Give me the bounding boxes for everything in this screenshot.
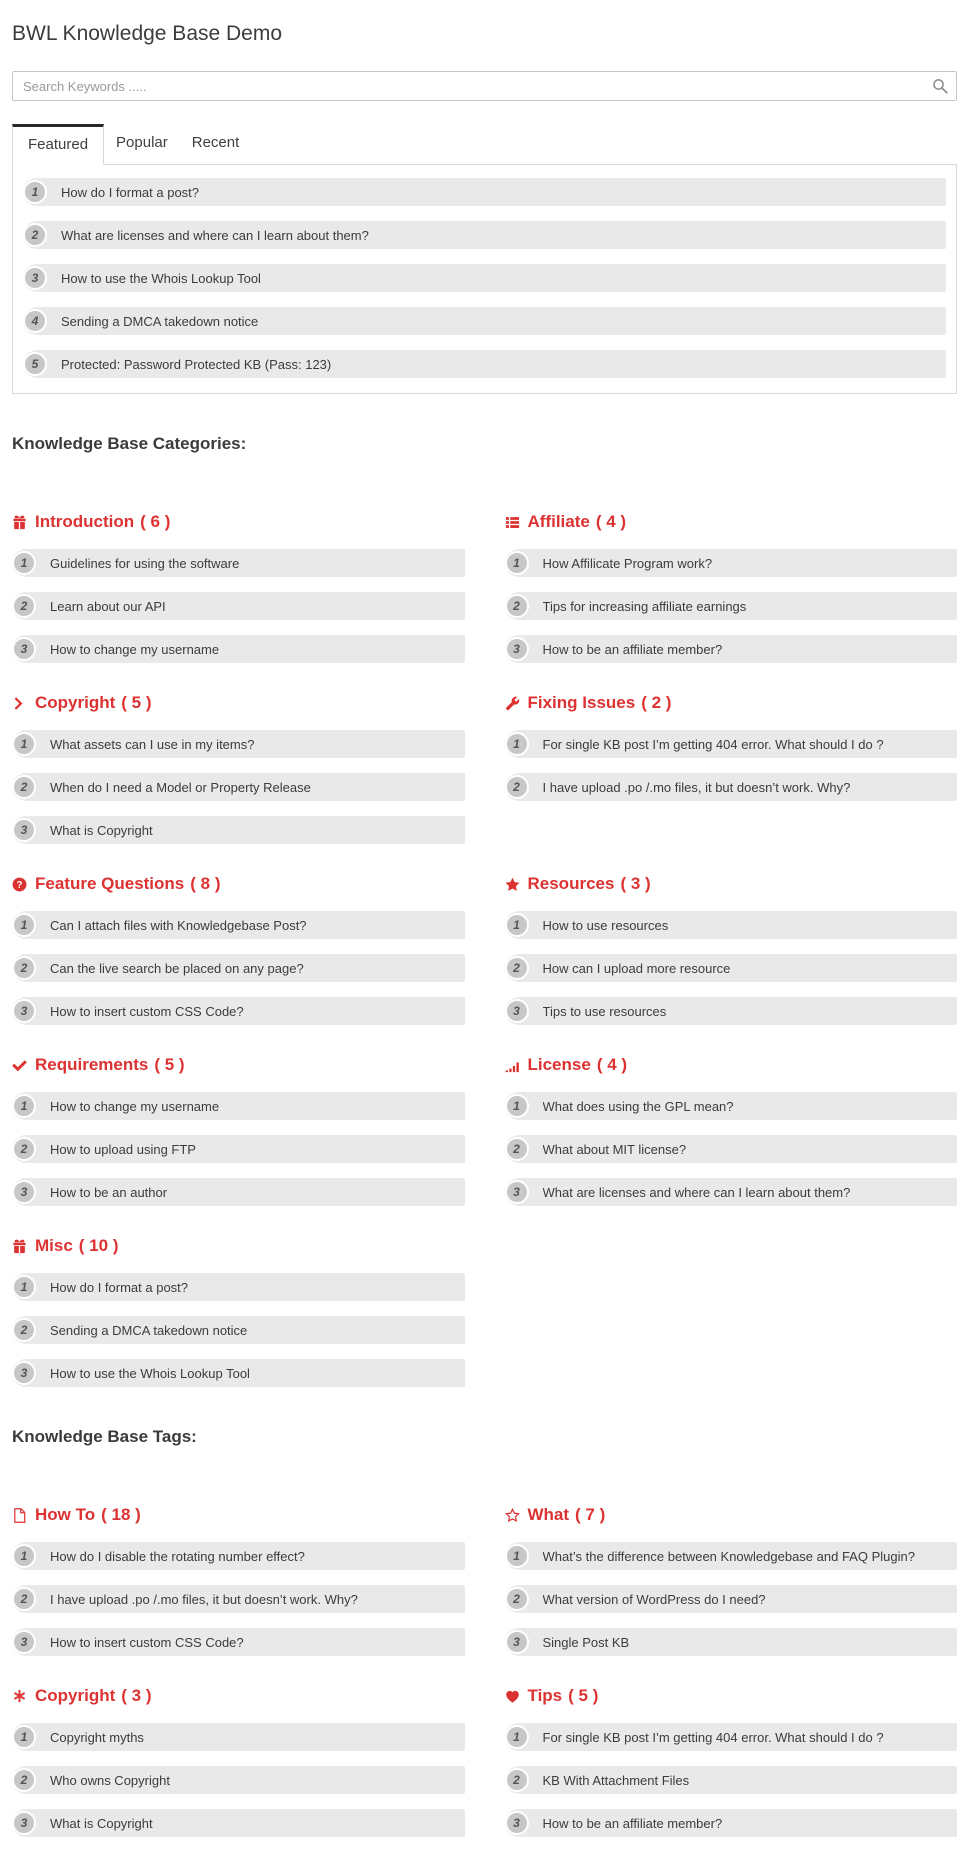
kb-item[interactable] bbox=[505, 911, 958, 939]
item-link[interactable]: How can I upload more resource bbox=[542, 960, 731, 976]
kb-section bbox=[12, 1236, 465, 1387]
section-title: How To bbox=[35, 1505, 96, 1524]
item-link[interactable]: How to be an affiliate member? bbox=[542, 641, 723, 657]
item-link[interactable]: How do I disable the rotating number effect? bbox=[50, 1548, 305, 1564]
kb-item[interactable] bbox=[505, 1628, 958, 1656]
item-link[interactable]: Copyright myths bbox=[50, 1729, 144, 1745]
item-number-badge: 3 bbox=[12, 1630, 36, 1654]
categories-grid bbox=[12, 512, 957, 1387]
tab-popular[interactable]: Popular bbox=[116, 134, 168, 151]
section-title: Affiliate bbox=[527, 512, 590, 531]
kb-item[interactable] bbox=[505, 1809, 958, 1837]
item-link[interactable]: Learn about our API bbox=[50, 598, 166, 614]
item-link[interactable]: How do I format a post? bbox=[61, 184, 200, 200]
section-title-link[interactable] bbox=[12, 1505, 465, 1525]
kb-section bbox=[505, 874, 958, 1025]
kb-item[interactable] bbox=[505, 635, 958, 663]
item-link[interactable]: Sending a DMCA takedown notice bbox=[50, 1322, 248, 1338]
item-link[interactable]: Protected: Password Protected KB (Pass: 123) bbox=[61, 356, 332, 372]
kb-item[interactable] bbox=[505, 730, 958, 758]
section-item-list bbox=[505, 1542, 958, 1656]
section-title-link[interactable] bbox=[12, 1055, 465, 1075]
section-title: Requirements bbox=[35, 1055, 149, 1074]
item-link[interactable]: Single Post KB bbox=[542, 1634, 630, 1650]
item-number-badge: 3 bbox=[12, 1180, 36, 1204]
kb-item[interactable] bbox=[23, 307, 946, 335]
signal-icon bbox=[505, 1058, 520, 1073]
item-link[interactable]: How to use the Whois Lookup Tool bbox=[50, 1365, 250, 1381]
item-link[interactable]: Can the live search be placed on any page? bbox=[50, 960, 304, 976]
section-title: License bbox=[527, 1055, 591, 1074]
kb-item[interactable] bbox=[12, 1542, 465, 1570]
item-link[interactable]: Who owns Copyright bbox=[50, 1772, 170, 1788]
kb-section bbox=[12, 1505, 465, 1656]
section-title: Fixing Issues bbox=[527, 693, 636, 712]
section-item-list bbox=[12, 549, 465, 663]
section-title: What bbox=[527, 1505, 570, 1524]
section-title-link[interactable] bbox=[505, 1055, 958, 1075]
item-number-badge: 2 bbox=[12, 594, 36, 618]
kb-item[interactable] bbox=[505, 549, 958, 577]
section-title-link[interactable] bbox=[505, 1686, 958, 1706]
kb-item[interactable] bbox=[12, 911, 465, 939]
item-number-badge: 3 bbox=[12, 999, 36, 1023]
section-title-link[interactable] bbox=[505, 874, 958, 894]
kb-item[interactable] bbox=[23, 178, 946, 206]
item-link[interactable]: How to upload using FTP bbox=[50, 1141, 196, 1157]
section-count: ( 7 ) bbox=[575, 1505, 606, 1524]
kb-item[interactable] bbox=[12, 1809, 465, 1837]
kb-item[interactable] bbox=[12, 954, 465, 982]
item-link[interactable]: What does using the GPL mean? bbox=[542, 1098, 734, 1114]
kb-item[interactable] bbox=[23, 264, 946, 292]
item-number-badge: 1 bbox=[505, 1725, 529, 1749]
item-number-badge: 3 bbox=[505, 999, 529, 1023]
section-count: ( 4 ) bbox=[595, 512, 627, 531]
kb-section bbox=[505, 1686, 958, 1837]
item-link[interactable]: How to be an author bbox=[50, 1184, 168, 1200]
item-number-badge: 1 bbox=[12, 1275, 36, 1299]
item-link[interactable]: What assets can I use in my items? bbox=[50, 736, 255, 752]
section-title: Copyright bbox=[35, 1686, 116, 1705]
section-title: Feature Questions bbox=[35, 874, 185, 893]
item-number-badge: 3 bbox=[12, 818, 36, 842]
kb-item[interactable] bbox=[505, 1542, 958, 1570]
kb-item[interactable] bbox=[12, 1585, 465, 1613]
item-number-badge: 1 bbox=[12, 1094, 36, 1118]
item-number-badge: 3 bbox=[505, 1811, 529, 1835]
gift-icon bbox=[12, 515, 27, 530]
section-count: ( 6 ) bbox=[140, 512, 171, 531]
item-number-badge: 1 bbox=[23, 180, 47, 204]
featured-list bbox=[23, 178, 946, 378]
item-number-badge: 1 bbox=[12, 1725, 36, 1749]
kb-item[interactable] bbox=[12, 592, 465, 620]
section-item-list bbox=[12, 1723, 465, 1837]
item-link[interactable]: What is Copyright bbox=[50, 822, 153, 838]
page-title: BWL Knowledge Base Demo bbox=[12, 22, 283, 45]
section-title-link[interactable] bbox=[12, 1236, 465, 1256]
section-count: ( 5 ) bbox=[154, 1055, 185, 1074]
section-item-list bbox=[12, 911, 465, 1025]
kb-section bbox=[12, 512, 465, 663]
kb-item[interactable] bbox=[12, 1178, 465, 1206]
item-number-badge: 2 bbox=[505, 1768, 529, 1792]
section-count: ( 4 ) bbox=[596, 1055, 628, 1074]
item-link[interactable]: I have upload .po /.mo files, it but doesn’t work. Why? bbox=[542, 779, 851, 795]
item-link[interactable]: What are licenses and where can I learn about them? bbox=[542, 1184, 851, 1200]
item-number-badge: 2 bbox=[12, 956, 36, 980]
item-link[interactable]: KB With Attachment Files bbox=[542, 1772, 690, 1788]
item-number-badge: 3 bbox=[12, 1361, 36, 1385]
kb-section bbox=[12, 1686, 465, 1837]
kb-item[interactable] bbox=[12, 1359, 465, 1387]
kb-item[interactable] bbox=[505, 1723, 958, 1751]
search-input[interactable] bbox=[12, 71, 957, 101]
item-number-badge: 3 bbox=[505, 1180, 529, 1204]
item-number-badge: 1 bbox=[12, 1544, 36, 1568]
item-number-badge: 2 bbox=[23, 223, 47, 247]
section-item-list bbox=[505, 911, 958, 1025]
kb-item[interactable] bbox=[505, 592, 958, 620]
item-link[interactable]: Can I attach files with Knowledgebase Post? bbox=[50, 917, 307, 933]
item-number-badge: 3 bbox=[505, 637, 529, 661]
kb-item[interactable] bbox=[12, 773, 465, 801]
tags-grid bbox=[12, 1505, 957, 1837]
item-link[interactable]: How Affilicate Program work? bbox=[542, 555, 713, 571]
kb-section bbox=[505, 1055, 958, 1206]
item-link[interactable]: How to use resources bbox=[542, 917, 669, 933]
item-number-badge: 2 bbox=[12, 1137, 36, 1161]
item-link[interactable]: When do I need a Model or Property Release bbox=[50, 779, 311, 795]
item-number-badge: 3 bbox=[505, 1630, 529, 1654]
kb-item[interactable] bbox=[12, 1135, 465, 1163]
kb-page bbox=[0, 22, 969, 1859]
section-item-list bbox=[12, 1092, 465, 1206]
kb-item[interactable] bbox=[505, 1092, 958, 1120]
kb-section bbox=[12, 1055, 465, 1206]
svg-text:?: ? bbox=[16, 879, 23, 891]
section-title: Misc bbox=[35, 1236, 73, 1255]
tab-recent[interactable]: Recent bbox=[191, 134, 240, 151]
section-item-list bbox=[505, 1092, 958, 1206]
kb-item[interactable] bbox=[505, 997, 958, 1025]
section-title-link[interactable] bbox=[12, 512, 465, 532]
item-link[interactable]: Tips for increasing affiliate earnings bbox=[542, 598, 747, 614]
kb-item[interactable] bbox=[12, 549, 465, 577]
item-link[interactable]: Sending a DMCA takedown notice bbox=[61, 313, 259, 329]
section-count: ( 8 ) bbox=[190, 874, 221, 893]
item-link[interactable]: What are licenses and where can I learn about them? bbox=[61, 227, 369, 243]
item-number-badge: 2 bbox=[12, 1587, 36, 1611]
kb-item[interactable] bbox=[12, 997, 465, 1025]
kb-section bbox=[12, 693, 465, 844]
item-number-badge: 2 bbox=[12, 1768, 36, 1792]
item-link[interactable]: What’s the difference between Knowledgebase and FAQ Plugin? bbox=[542, 1548, 915, 1564]
kb-item[interactable] bbox=[23, 221, 946, 249]
kb-section bbox=[505, 693, 958, 844]
item-number-badge: 1 bbox=[505, 551, 529, 575]
item-link[interactable]: How to use the Whois Lookup Tool bbox=[61, 270, 261, 286]
search-icon[interactable] bbox=[932, 78, 948, 94]
tab-featured[interactable]: Featured bbox=[12, 124, 104, 165]
item-number-badge: 2 bbox=[505, 1587, 529, 1611]
featured-panel bbox=[12, 164, 957, 394]
search-bar bbox=[12, 71, 957, 101]
kb-item[interactable] bbox=[12, 1092, 465, 1120]
section-title: Tips bbox=[527, 1686, 563, 1705]
item-number-badge: 1 bbox=[12, 913, 36, 937]
kb-item[interactable] bbox=[12, 816, 465, 844]
section-title-link[interactable] bbox=[12, 1686, 465, 1706]
item-number-badge: 2 bbox=[12, 775, 36, 799]
item-link[interactable]: Tips to use resources bbox=[542, 1003, 667, 1019]
question-circle-icon bbox=[12, 877, 27, 892]
kb-item[interactable] bbox=[23, 350, 946, 378]
item-link[interactable]: How to change my username bbox=[50, 641, 220, 657]
categories-heading: Knowledge Base Categories: bbox=[12, 434, 247, 453]
section-count: ( 5 ) bbox=[568, 1686, 599, 1705]
asterisk-icon bbox=[12, 1689, 27, 1704]
item-number-badge: 1 bbox=[505, 913, 529, 937]
item-number-badge: 3 bbox=[12, 637, 36, 661]
list-icon bbox=[505, 515, 520, 530]
kb-item[interactable] bbox=[505, 1135, 958, 1163]
section-item-list bbox=[12, 1273, 465, 1387]
section-count: ( 3 ) bbox=[620, 874, 651, 893]
item-number-badge: 1 bbox=[505, 1094, 529, 1118]
kb-item[interactable] bbox=[505, 1766, 958, 1794]
section-title-link[interactable] bbox=[505, 693, 958, 713]
section-item-list bbox=[505, 1723, 958, 1837]
item-link[interactable]: How to insert custom CSS Code? bbox=[50, 1003, 244, 1019]
wrench-icon bbox=[505, 696, 520, 711]
star-icon bbox=[505, 877, 520, 892]
item-link[interactable]: Guidelines for using the software bbox=[50, 555, 240, 571]
item-number-badge: 3 bbox=[23, 266, 47, 290]
kb-item[interactable] bbox=[12, 635, 465, 663]
item-number-badge: 5 bbox=[23, 352, 47, 376]
item-link[interactable]: For single KB post I’m getting 404 error. What should I do ? bbox=[542, 1729, 884, 1745]
item-number-badge: 4 bbox=[23, 309, 47, 333]
section-title-link[interactable] bbox=[505, 512, 958, 532]
kb-section bbox=[505, 512, 958, 663]
file-icon bbox=[12, 1508, 27, 1523]
kb-item[interactable] bbox=[505, 1585, 958, 1613]
item-number-badge: 2 bbox=[505, 594, 529, 618]
section-title-link[interactable] bbox=[12, 693, 465, 713]
section-item-list bbox=[505, 549, 958, 663]
heart-icon bbox=[505, 1689, 520, 1704]
kb-item[interactable] bbox=[505, 1178, 958, 1206]
kb-item[interactable] bbox=[12, 1766, 465, 1794]
kb-section bbox=[505, 1505, 958, 1656]
item-link[interactable]: What is Copyright bbox=[50, 1815, 153, 1831]
section-count: ( 3 ) bbox=[121, 1686, 152, 1705]
gift-icon bbox=[12, 1239, 27, 1254]
section-count: ( 5 ) bbox=[121, 693, 152, 712]
tab-row bbox=[12, 124, 957, 164]
star-outline-icon bbox=[505, 1508, 520, 1523]
item-link[interactable]: How to change my username bbox=[50, 1098, 220, 1114]
item-link[interactable]: I have upload .po /.mo files, it but doesn’t work. Why? bbox=[50, 1591, 358, 1607]
item-number-badge: 1 bbox=[12, 732, 36, 756]
kb-item[interactable] bbox=[12, 1723, 465, 1751]
section-title: Copyright bbox=[35, 693, 116, 712]
item-number-badge: 2 bbox=[505, 956, 529, 980]
section-count: ( 2 ) bbox=[641, 693, 672, 712]
item-link[interactable]: What about MIT license? bbox=[542, 1141, 687, 1157]
section-title-link[interactable] bbox=[505, 1505, 958, 1525]
kb-item[interactable] bbox=[12, 1316, 465, 1344]
section-item-list bbox=[12, 1542, 465, 1656]
section-item-list bbox=[12, 730, 465, 844]
section-item-list bbox=[505, 730, 958, 801]
item-number-badge: 2 bbox=[12, 1318, 36, 1342]
item-link[interactable]: For single KB post I’m getting 404 error. What should I do ? bbox=[542, 736, 884, 752]
section-count: ( 10 ) bbox=[78, 1236, 119, 1255]
section-title-link[interactable] bbox=[12, 874, 465, 894]
item-number-badge: 1 bbox=[12, 551, 36, 575]
item-link[interactable]: What version of WordPress do I need? bbox=[542, 1591, 766, 1607]
item-link[interactable]: How to be an affiliate member? bbox=[542, 1815, 723, 1831]
tags-heading: Knowledge Base Tags: bbox=[12, 1427, 197, 1446]
item-number-badge: 1 bbox=[505, 732, 529, 756]
chevron-right-icon bbox=[12, 696, 27, 711]
kb-item[interactable] bbox=[505, 773, 958, 801]
item-link[interactable]: How to insert custom CSS Code? bbox=[50, 1634, 244, 1650]
kb-item[interactable] bbox=[505, 954, 958, 982]
section-title: Introduction bbox=[35, 512, 135, 531]
kb-item[interactable] bbox=[12, 730, 465, 758]
kb-item[interactable] bbox=[12, 1273, 465, 1301]
section-count: ( 18 ) bbox=[101, 1505, 141, 1524]
item-number-badge: 1 bbox=[505, 1544, 529, 1568]
kb-tabs-widget bbox=[12, 124, 957, 394]
item-number-badge: 2 bbox=[505, 775, 529, 799]
check-icon bbox=[12, 1058, 27, 1073]
item-number-badge: 3 bbox=[12, 1811, 36, 1835]
item-number-badge: 2 bbox=[505, 1137, 529, 1161]
section-title: Resources bbox=[527, 874, 615, 893]
kb-item[interactable] bbox=[12, 1628, 465, 1656]
item-link[interactable]: How do I format a post? bbox=[50, 1279, 189, 1295]
kb-section bbox=[12, 874, 465, 1025]
